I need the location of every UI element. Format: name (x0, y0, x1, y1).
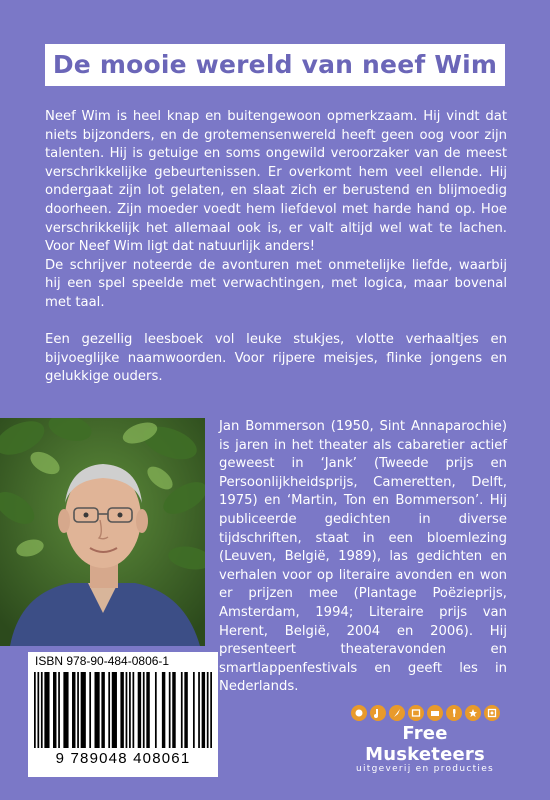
isbn-number: ISBN 978-90-484-0806-1 (35, 654, 170, 668)
camera-icon (427, 705, 443, 721)
barcode-bar (37, 672, 39, 748)
barcode-bar (89, 672, 91, 748)
barcode-bar (184, 672, 187, 748)
barcode-bar (81, 672, 86, 748)
barcode-digits: 9 789048 408061 (55, 750, 191, 767)
barcode-bar (143, 672, 145, 748)
barcode-bar (181, 672, 183, 748)
barcode-bar (120, 672, 123, 748)
back-cover-blurb (45, 108, 507, 387)
blurb-paragraph: Neef Wim is heel knap en buitengewoon opmerkzaam. Hij vindt dat niets bijzonders, en de grotemensenwereld heeft geen oog voor zijn talenten. Hij is getuige en soms ongewild veroorzaker van de meest verschrikkelijke gebeurtenissen. Er overkomt hem veel ellende. Hij ondergaat zijn lot gelaten, en slaat zich er berustend en blijmoedig doorheen. Zijn moeder voedt hem liefdevol met harde hand op. Hoe verschrikkelijk het allemaal ook is, er valt altijd wel wat te lachen. Voor Neef Wim ligt dat natuurlijk anders! (45, 109, 507, 255)
barcode-bar (162, 672, 165, 748)
publisher-logo (340, 705, 510, 774)
film-icon (484, 705, 500, 721)
publisher-name: Free Musketeers (365, 723, 485, 765)
title-banner (45, 44, 505, 86)
barcode-bar (108, 672, 110, 748)
book-icon (408, 705, 424, 721)
barcode-bar (129, 672, 131, 748)
barcode-bar (101, 672, 104, 748)
feather-icon (389, 705, 405, 721)
barcode-bar (94, 672, 99, 748)
blurb-paragraph: De schrijver noteerde de avonturen met onmetelijke liefde, waarbij hij een spel speelde met verwachtingen, met logica, maar bovenal met taal. (45, 257, 507, 310)
barcode-bar (169, 672, 171, 748)
author-photo (0, 418, 205, 646)
barcode-bar (155, 672, 157, 748)
barcode-bar (63, 672, 68, 748)
note-icon (370, 705, 386, 721)
barcode-bar (112, 672, 117, 748)
microphone-icon (446, 705, 462, 721)
publisher-tagline: uitgeverij en producties (355, 764, 495, 774)
barcode-bar (207, 672, 209, 748)
barcode-bar (210, 672, 212, 748)
barcode-bar (193, 672, 195, 748)
barcode-bar (198, 672, 200, 748)
barcode-bar (58, 672, 60, 748)
isbn-barcode (28, 652, 218, 777)
barcode-bar (41, 672, 43, 748)
barcode-bar (72, 672, 75, 748)
barcode-bar (126, 672, 128, 748)
barcode-bar (44, 672, 49, 748)
theater-mask-icon (351, 705, 367, 721)
barcode-bar (172, 672, 175, 748)
barcode-bar (53, 672, 56, 748)
barcode-bars (34, 672, 212, 752)
star-icon (465, 705, 481, 721)
barcode-bar (146, 672, 149, 748)
barcode-bar (133, 672, 135, 748)
publisher-icon-row (340, 705, 510, 721)
blurb-paragraph: Een gezellig leesboek vol leuke stukjes, vlotte verhaaltjes en bijvoeglijke naamwoorden. Voor rijpere meisjes, flinke jongens en gelukkige ouders. (45, 332, 507, 385)
author-bio: Jan Bommerson (1950, Sint Annaparochie) is jaren in het theater als cabaretier actief geweest in ‘Jank’ (Tweede prijs en Persoonlijkheidsprijs, Cameretten, Delft, 1975) en ‘Martin, Ton en Bommerson’. Hij publiceerde gedichten in diverse tijdschriften, staat in een bloemlezing (Leuven, België, 1989), las gedichten en verhalen voor op literaire avonden en won er prijzen mee (Plantage Poëzieprijs, Amsterdam, 1994; Literaire prijs van Herent, België, 2004 en 2006). Hij presenteert theateravonden en smartlappenfestivals en geeft les in Nederlands. (219, 419, 507, 695)
barcode-bar (138, 672, 141, 748)
book-title: De mooie wereld van neef Wim (52, 50, 498, 79)
barcode-bar (202, 672, 205, 748)
barcode-bar (34, 672, 36, 748)
barcode-bar (77, 672, 79, 748)
